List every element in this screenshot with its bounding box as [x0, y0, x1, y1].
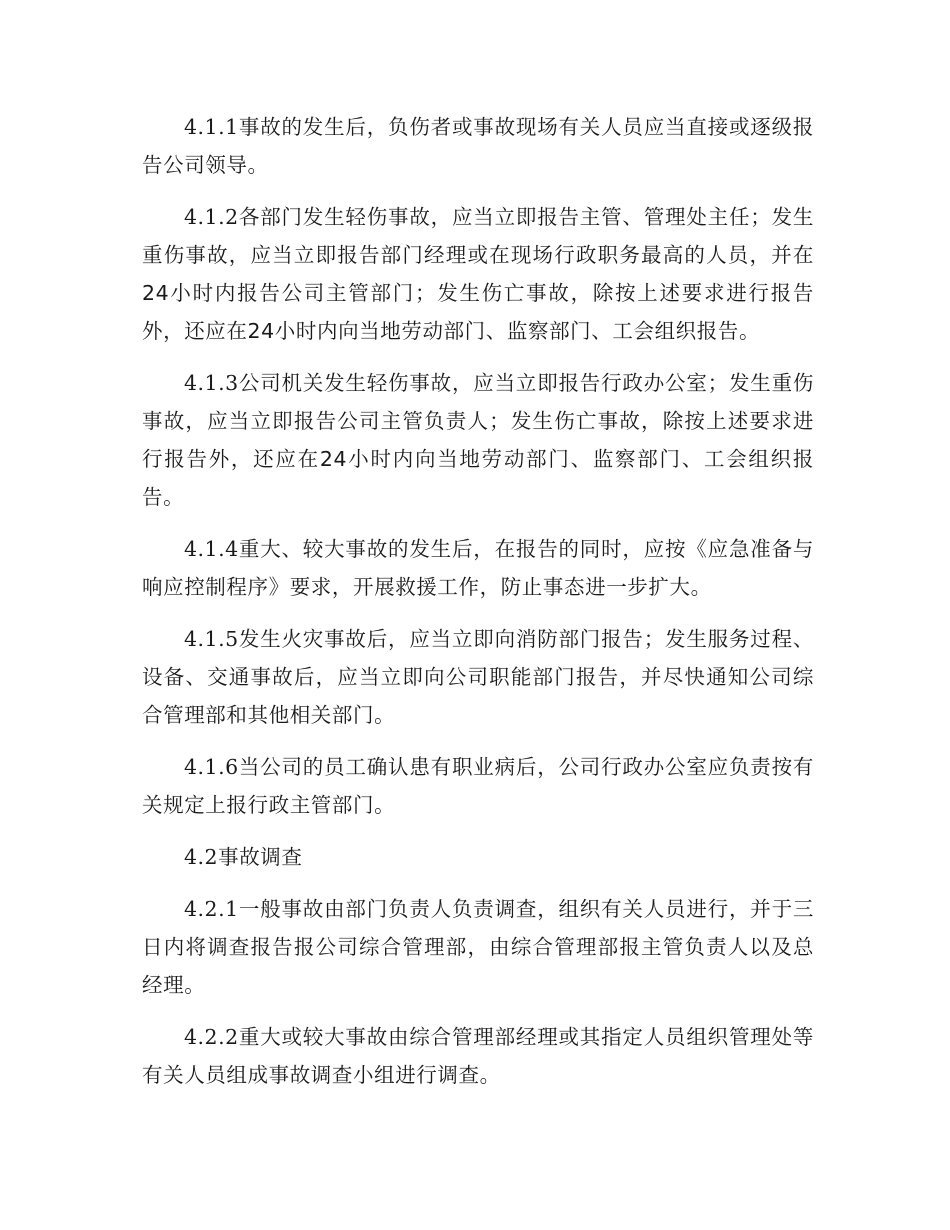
paragraph-4-2-1: [142, 890, 814, 1004]
section-number: 4.1.1: [184, 115, 239, 139]
paragraph-text: 发生火灾事故后，应当立即向消防部门报告；发生服务过程、设备、交通事故后，应当立即向公司职能部门报告，并尽快通知公司综合管理部和其他相关部门。: [142, 627, 814, 727]
paragraph-text: 重大、较大事故的发生后，在报告的同时，应按《应急准备与响应控制程序》要求，开展救援工作，防止事态进一步扩大。: [142, 537, 814, 599]
section-number: 4.1.5: [184, 627, 239, 651]
paragraph-4-1-5: [142, 620, 814, 734]
paragraph-text: 当公司的员工确认患有职业病后，公司行政办公室应负责按有关规定上报行政主管部门。: [142, 755, 814, 817]
paragraph-text: 各部门发生轻伤事故，应当立即报告主管、管理处主任；发生重伤事故，应当立即报告部门经理或在现场行政职务最高的人员，并在24小时内报告公司主管部门；发生伤亡事故，除按上述要求进行报告外，还应在24小时内向当地劳动部门、监察部门、工会组织报告。: [142, 205, 814, 343]
paragraph-text: 重大或较大事故由综合管理部经理或其指定人员组织管理处等有关人员组成事故调查小组进行调查。: [142, 1025, 814, 1087]
paragraph-text: 公司机关发生轻伤事故，应当立即报告行政办公室；发生重伤事故，应当立即报告公司主管负责人；发生伤亡事故，除按上述要求进行报告外，还应在24小时内向当地劳动部门、监察部门、工会组织报告。: [142, 371, 814, 509]
paragraph-4-1-4: [142, 530, 814, 606]
paragraph-4-2-2: [142, 1018, 814, 1094]
paragraph-4-1-2: [142, 198, 814, 350]
section-number: 4.2: [184, 845, 219, 869]
paragraph-4-1-1: [142, 108, 814, 184]
section-heading-4-2: [142, 838, 814, 876]
section-number: 4.1.3: [184, 371, 239, 395]
section-number: 4.1.6: [184, 755, 239, 779]
section-number: 4.2.1: [184, 897, 239, 921]
paragraph-4-1-3: [142, 364, 814, 516]
section-number: 4.2.2: [184, 1025, 239, 1049]
paragraph-4-1-6: [142, 748, 814, 824]
section-number: 4.1.4: [184, 537, 239, 561]
document-body: [142, 108, 814, 1108]
paragraph-text: 事故的发生后，负伤者或事故现场有关人员应当直接或逐级报告公司领导。: [142, 115, 814, 177]
section-heading-text: 事故调查: [218, 845, 303, 869]
paragraph-text: 一般事故由部门负责人负责调查，组织有关人员进行，并于三日内将调查报告报公司综合管理部，由综合管理部报主管负责人以及总经理。: [142, 897, 814, 997]
section-number: 4.1.2: [184, 205, 239, 229]
